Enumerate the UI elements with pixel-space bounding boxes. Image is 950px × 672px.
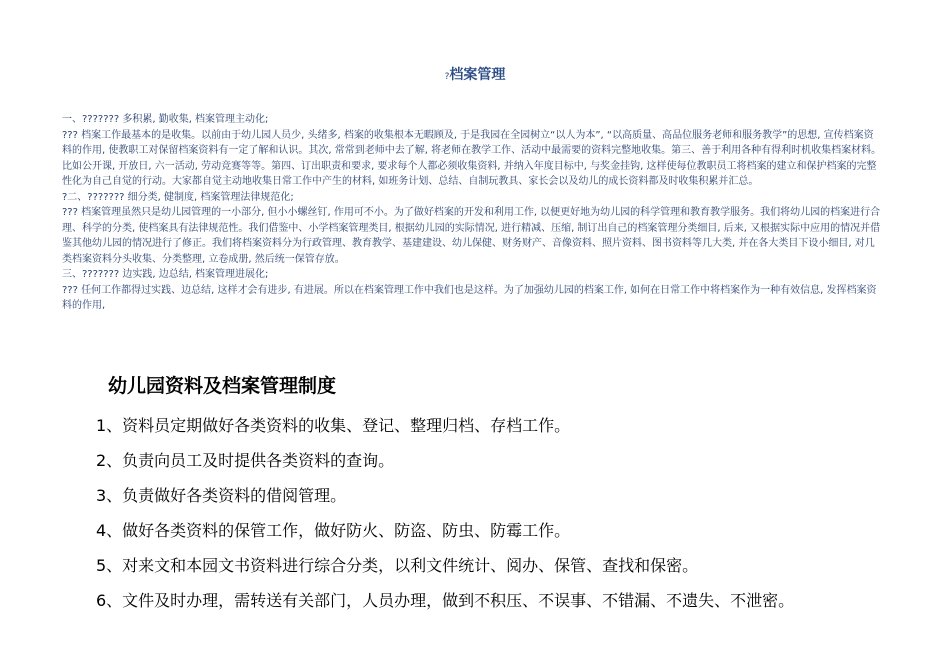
rule-item-2: 2、负责向员工及时提供各类资料的查询。 — [96, 451, 395, 470]
document-title — [0, 64, 950, 84]
paragraph-1: ??? 档案工作最基本的是收集。以前由于幼儿园人员少, 头绪多, 档案的收集根本无暇顾及, 于是我园在全园树立“以人为本”, “以高质量、高品位服务老师和服务教学”的思想, 宣传档案资料的作用, 使教职工对保留档案资料有一定了解和认识。其次, 常常到老师中去了解, 将老师在教学工作、活动中最需要的资料完整地收集。第三、善于利用各种有得利时机收集档案材料。比如公开课, 开放日, 六一活动, 劳动竞赛等等。第四、订出职责和要求, 要求每个人都必须收集资料, 并纳入年度目标中, 与奖金挂钩, 这样使每位教职员工将档案的建立和保护档案的完整性化为自己自觉的行动。大家都自觉主动地收集日常工作中产生的材料, 如班务计划、总结、自制玩教具、家长会以及幼儿的成长资料都及时收集积累并汇总。 — [62, 129, 882, 187]
section-heading-3: 三、??????? 边实践, 边总结, 档案管理进展化; — [62, 269, 269, 280]
paragraph-3: ??? 任何工作都得过实践、边总结, 这样才会有进步, 有进展。所以在档案管理工作中我们也是这样。为了加强幼儿园的档案工作, 如何在日常工作中将档案作为一种有效信息, 发挥档案资料的作用, — [62, 284, 877, 311]
rule-item-3: 3、负责做好各类资料的借阅管理。 — [96, 486, 347, 505]
rules-title: 幼儿园资料及档案管理制度 — [108, 375, 337, 397]
rule-item-1: 1、资料员定期做好各类资料的收集、登记、整理归档、存档工作。 — [96, 416, 571, 435]
section-heading-2: ?二、??????? 细分类, 健制度, 档案管理法律规范化; — [62, 191, 294, 203]
title-text: 档案管理 — [449, 67, 506, 83]
rule-item-4: 4、做好各类资料的保管工作，做好防火、防盗、防虫、防霉工作。 — [96, 521, 571, 540]
paragraph-2: ??? 档案管理虽然只是幼儿园管理的一小部分, 但小小螺丝钉, 作用可不小。为了做好档案的开发和利用工作, 以便更好地为幼儿园的科学管理和教育教学服务。我们将幼儿园的档案进行合理、科学的分类, 使档案具有法律规范性。我们借鉴中、小学档案管理类目, 根据幼儿园的实际情况, 进行精减、压缩, 制订出自己的档案管理分类细目, 后来, 又根据实际中应用的情况并借鉴其他幼儿园的情况进行了修正。我们将档案资料分为行政管理、教育教学、基建建设、幼儿保健、财务财产、音像资料、照片资料、图书资料等几大类, 并在各大类目下设小细目, 对几类档案资料分头收集、分类整理, 立卷成册, 然后统一保管存放。 — [62, 207, 881, 265]
rule-item-6: 6、文件及时办理，需转送有关部门，人员办理，做到不积压、不误事、不错漏、不遗失、不泄密。 — [96, 591, 795, 610]
title-mark: ? — [444, 72, 450, 82]
rules-section — [96, 372, 916, 618]
rules-list — [96, 408, 916, 618]
section-heading-1: 一、??????? 多积累, 勤收集, 档案管理主动化; — [62, 114, 269, 125]
article-body — [62, 112, 882, 314]
rule-item-5: 5、对来文和本园文书资料进行综合分类，以利文件统计、阅办、保管、查找和保密。 — [96, 556, 699, 575]
